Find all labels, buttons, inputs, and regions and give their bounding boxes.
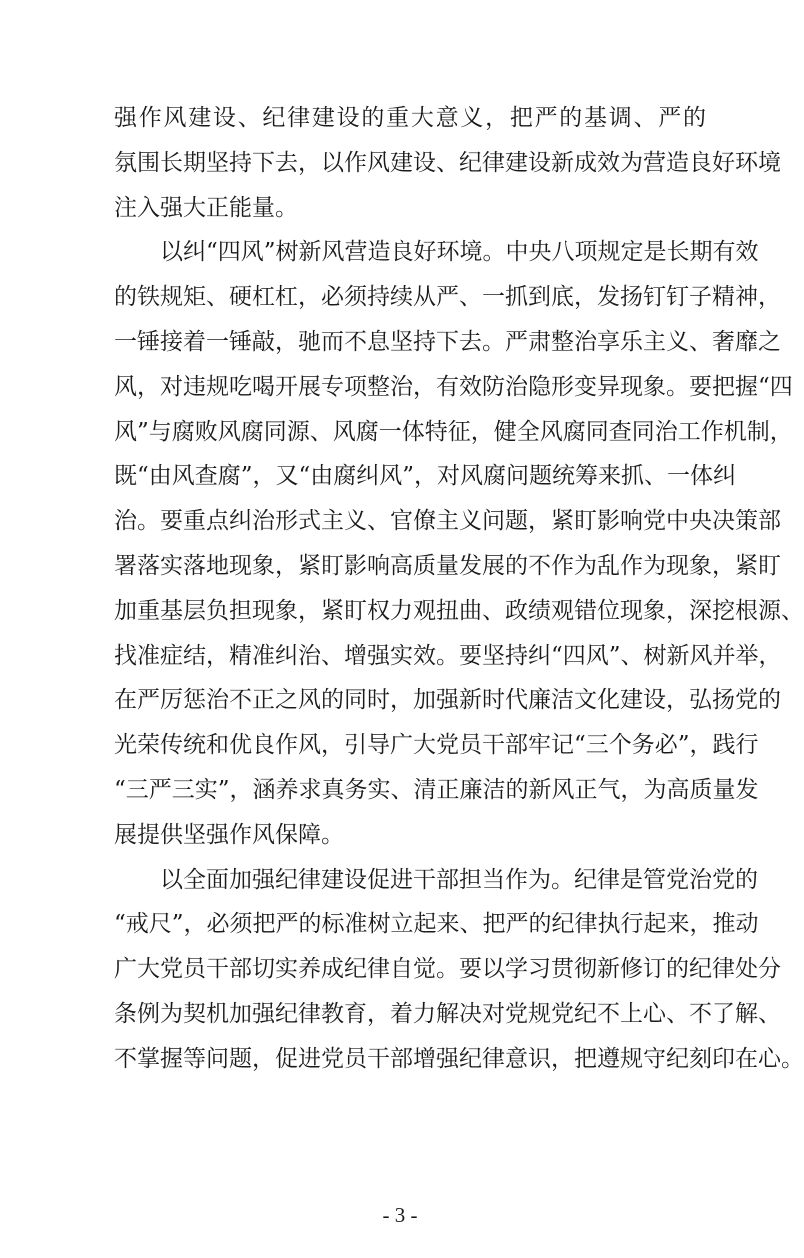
text-line: 不掌握等问题，促进党员干部增强纪律意识，把遵规守纪刻印在心。 xyxy=(114,1045,804,1072)
text-line: 在严厉惩治不正之风的同时，加强新时代廉洁文化建设，弘扬党的 xyxy=(114,687,781,714)
text-line: 风”与腐败风腐同源、风腐一体特征，健全风腐同查同治工作机制， xyxy=(114,418,793,445)
text-line: 一锤接着一锤敲，驰而不息坚持下去。严肃整治享乐主义、奢靡之 xyxy=(114,328,781,355)
text-line: 加重基层负担现象，紧盯权力观扭曲、政绩观错位现象，深挖根源、 xyxy=(114,597,804,624)
text-line: 条例为契机加强纪律教育，着力解决对党规党纪不上心、不了解、 xyxy=(114,1000,781,1027)
text-line: 治。要重点纠治形式主义、官僚主义问题，紧盯影响党中央决策部 xyxy=(114,508,781,535)
text-line: 以全面加强纪律建设促进干部担当作为。纪律是管党治党的 xyxy=(160,866,758,893)
text-line: 强作风建设、纪律建设的重大意义，把严的基调、严的 xyxy=(114,105,706,131)
text-line: “戒尺”，必须把严的标准树立起来、把严的纪律执行起来，推动 xyxy=(114,911,759,938)
text-line: 展提供坚强作风保障。 xyxy=(114,821,344,848)
page-number: - 3 - xyxy=(382,1203,418,1227)
document-body xyxy=(114,96,804,1082)
text-line: 注入强大正能量。 xyxy=(114,194,298,221)
paragraph xyxy=(114,230,804,857)
text-line: 广大党员干部切实养成纪律自觉。要以学习贯彻新修订的纪律处分 xyxy=(114,956,781,983)
paragraph xyxy=(114,858,804,1082)
text-line: 的铁规矩、硬杠杠，必须持续从严、一抓到底，发扬钉钉子精神， xyxy=(114,284,781,311)
text-line: 找准症结，精准纠治、增强实效。要坚持纠“四风”、树新风并举， xyxy=(114,642,782,669)
text-line: 以纠“四风”树新风营造良好环境。中央八项规定是长期有效 xyxy=(160,239,759,266)
text-line: 署落实落地现象，紧盯影响高质量发展的不作为乱作为现象，紧盯 xyxy=(114,552,781,579)
text-line: “三严三实”，涵养求真务实、清正廉洁的新风正气，为高质量发 xyxy=(114,776,759,803)
paragraph xyxy=(114,96,781,230)
text-line: 光荣传统和优良作风，引导广大党员干部牢记“三个务必”，践行 xyxy=(114,732,759,759)
text-line: 既“由风查腐”，又“由腐纠风”，对风腐问题统筹来抓、一体纠 xyxy=(114,463,737,490)
text-line: 氛围长期坚持下去，以作风建设、纪律建设新成效为营造良好环境 xyxy=(114,149,781,176)
text-line: 风，对违规吃喝开展专项整治，有效防治隐形变异现象。要把握“四 xyxy=(114,373,793,400)
